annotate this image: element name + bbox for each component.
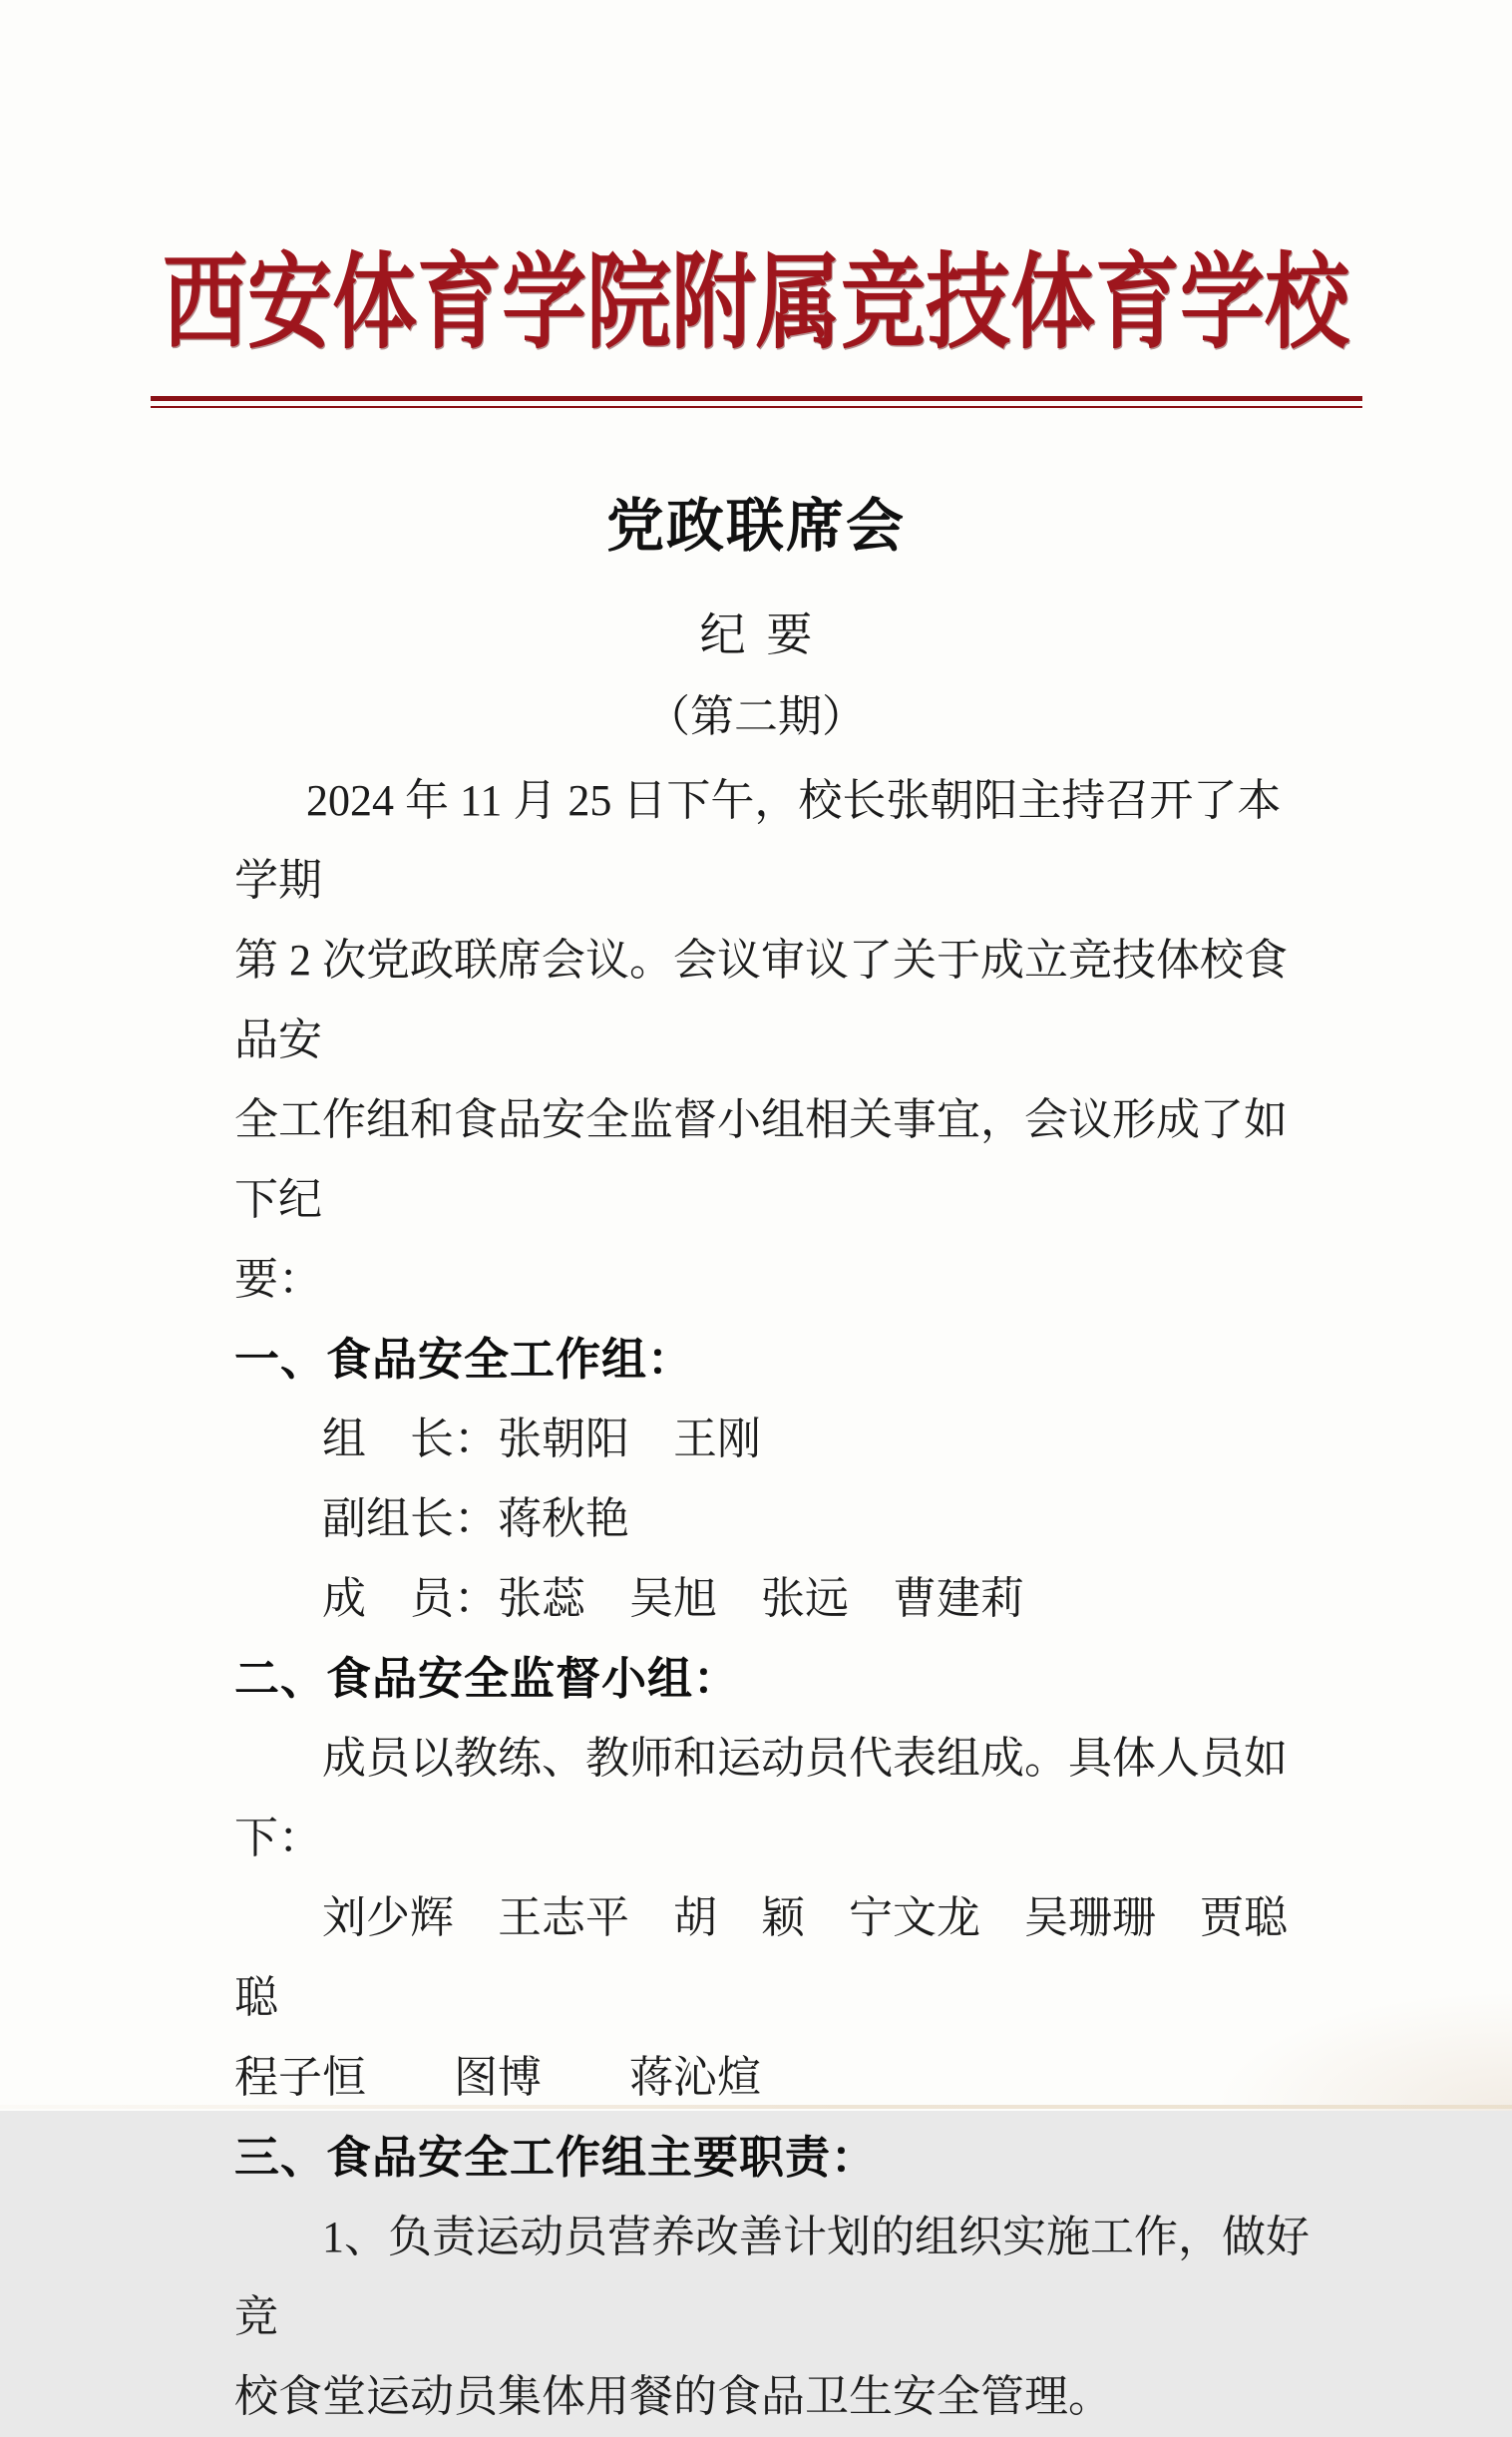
document-title: 党政联席会	[605, 494, 906, 559]
paragraph-line: 要：	[234, 1255, 322, 1304]
section-heading-1: 一、食品安全工作组：	[234, 1334, 694, 1385]
paragraph-line: 第 2 次党政联席会议。会议审议了关于成立竞技体校食品安	[234, 936, 1288, 1064]
issue-number: （第二期）	[646, 692, 866, 741]
members-line: 成 员：张蕊 吴旭 张远 曹建莉	[322, 1574, 1024, 1623]
name-list-line: 程子恒 图博 蒋沁煊	[234, 2053, 761, 2102]
document-subtitle: 纪要	[699, 609, 834, 660]
paragraph-line: 成员以教练、教师和运动员代表组成。具体人员如下：	[234, 1734, 1288, 1862]
section-heading-2: 二、食品安全监督小组：	[234, 1653, 740, 1704]
paragraph-line: 2024 年 11 月 25 日下午，校长张朝阳主持召开了本学期	[234, 776, 1282, 905]
scan-bottom-edge	[0, 2105, 1512, 2109]
section-heading-3: 三、食品安全工作组主要职责：	[234, 2132, 878, 2183]
paragraph-line: 1、负责运动员营养改善计划的组织实施工作，做好竞	[234, 2213, 1310, 2341]
name-list-line: 刘少辉 王志平 胡 颖 宁文龙 吴珊珊 贾聪聪	[234, 1893, 1288, 2022]
school-letterhead: 西安体育学院附属竞技体育学校	[162, 246, 1349, 362]
paragraph-line: 校食堂运动员集体用餐的食品卫生安全管理。	[234, 2372, 1112, 2421]
document-body	[234, 761, 1317, 2437]
paragraph-line: 全工作组和食品安全监督小组相关事宜，会议形成了如下纪	[234, 1095, 1288, 1224]
group-leader-line: 组 长：张朝阳 王刚	[322, 1415, 761, 1463]
letterhead-divider-rule	[151, 396, 1362, 408]
scan-corner-shading	[1213, 1991, 1512, 2111]
deputy-leader-line: 副组长：蒋秋艳	[322, 1494, 629, 1543]
